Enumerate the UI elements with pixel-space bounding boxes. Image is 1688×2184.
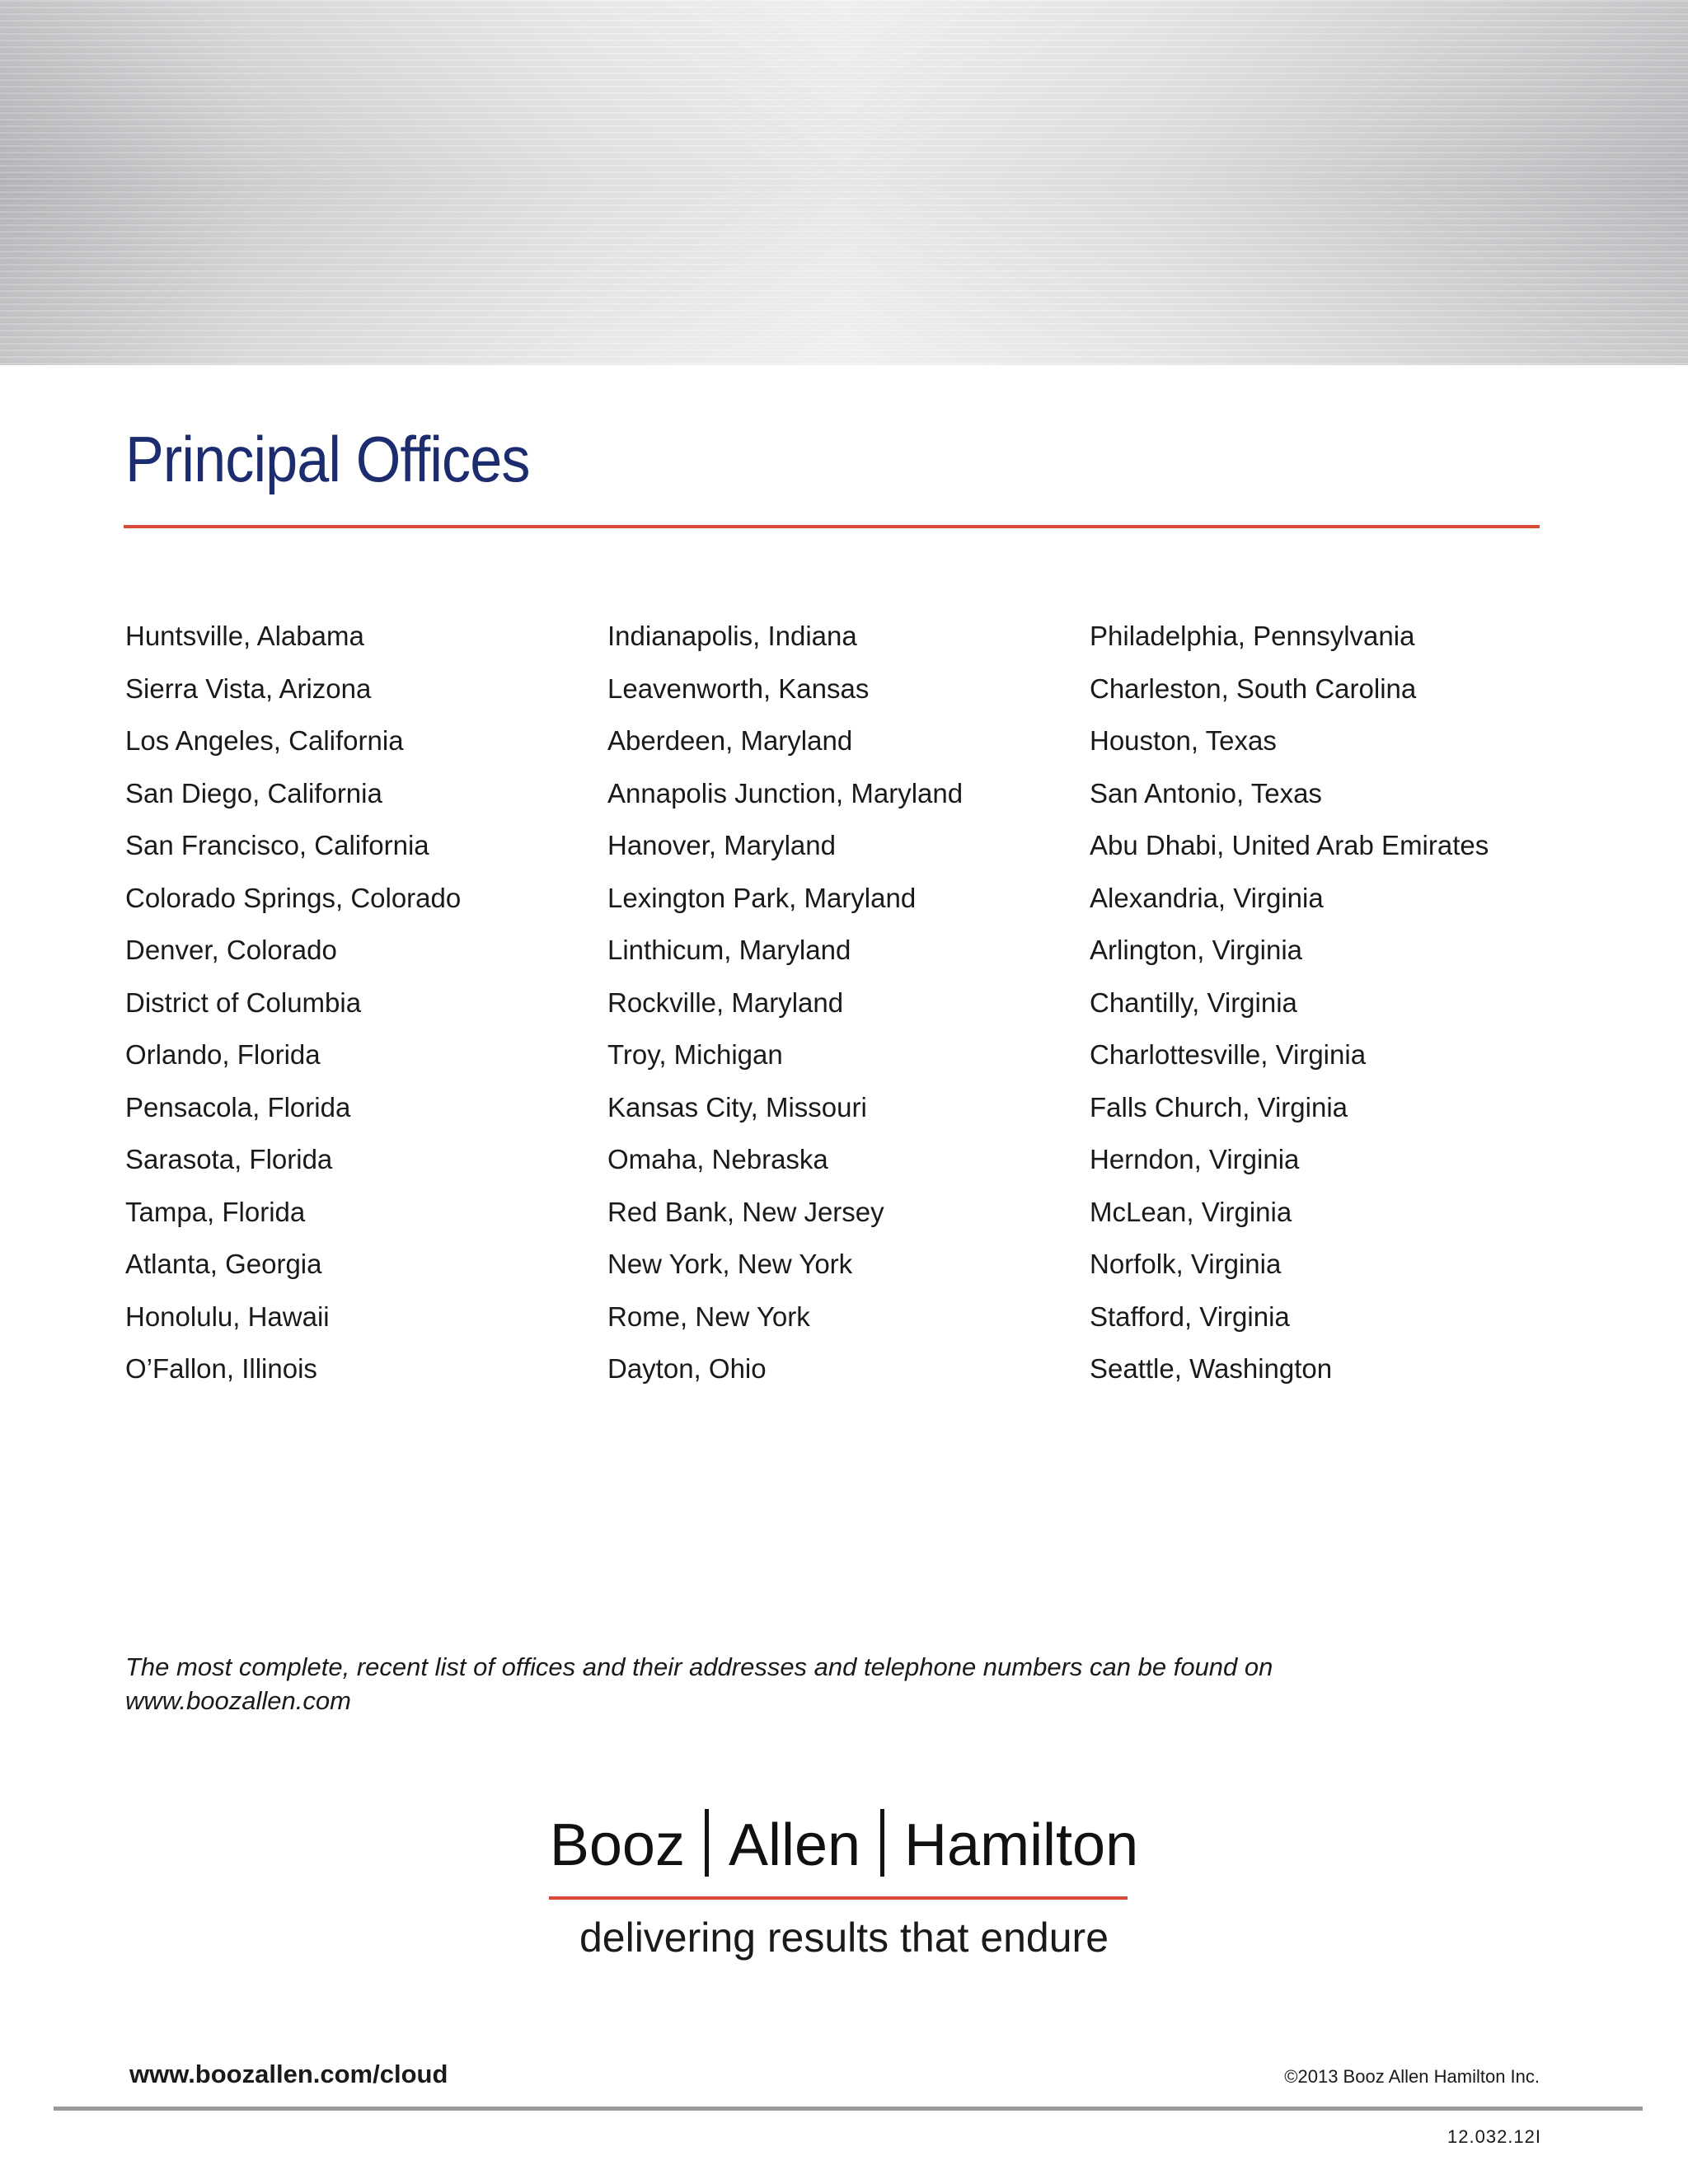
- office-item: Pensacola, Florida: [125, 1091, 351, 1122]
- office-item: San Antonio, Texas: [1090, 777, 1322, 808]
- office-item: Rome, New York: [607, 1301, 810, 1332]
- office-list-note: The most complete, recent list of offices and their addresses and telephone numbers can be found on www.boozallen.com: [125, 1652, 1273, 1715]
- office-item: Honolulu, Hawaii: [125, 1301, 330, 1332]
- footer-divider: [54, 2107, 1643, 2111]
- logo-tagline: delivering results that endure: [579, 1915, 1109, 1961]
- office-list-column-2: [607, 610, 963, 1395]
- office-item: Indianapolis, Indiana: [607, 621, 857, 651]
- office-item: Rockville, Maryland: [607, 987, 844, 1018]
- logo-word-hamilton: Hamilton: [904, 1812, 1139, 1878]
- office-item: Kansas City, Missouri: [607, 1091, 867, 1122]
- office-item: Colorado Springs, Colorado: [125, 882, 462, 913]
- office-item: San Francisco, California: [125, 830, 429, 860]
- title-divider: [124, 525, 1540, 528]
- office-item: Atlanta, Georgia: [125, 1249, 322, 1279]
- office-item: O’Fallon, Illinois: [125, 1353, 317, 1384]
- office-item: District of Columbia: [125, 987, 362, 1018]
- logo-separator: [705, 1809, 709, 1877]
- office-item: Stafford, Virginia: [1090, 1301, 1290, 1332]
- office-item: Linthicum, Maryland: [607, 935, 851, 965]
- footer-url-link[interactable]: www.boozallen.com/cloud: [129, 2060, 448, 2088]
- office-item: Denver, Colorado: [125, 935, 337, 965]
- copyright-notice: ©2013 Booz Allen Hamilton Inc.: [1284, 2066, 1540, 2087]
- office-item: Tampa, Florida: [125, 1196, 306, 1227]
- office-item: Philadelphia, Pennsylvania: [1090, 621, 1415, 651]
- office-item: Annapolis Junction, Maryland: [607, 777, 964, 808]
- logo-separator: [880, 1809, 884, 1877]
- logo-word-allen: Allen: [728, 1812, 861, 1878]
- office-item: Abu Dhabi, United Arab Emirates: [1090, 830, 1489, 860]
- brushed-metal-banner: [0, 0, 1688, 365]
- company-logo: [0, 1809, 1688, 1879]
- office-item: Arlington, Virginia: [1090, 935, 1303, 965]
- office-item: McLean, Virginia: [1090, 1196, 1292, 1227]
- office-item: Falls Church, Virginia: [1090, 1091, 1348, 1122]
- logo-underline: [549, 1896, 1128, 1900]
- office-item: San Diego, California: [125, 777, 382, 808]
- office-item: Hanover, Maryland: [607, 830, 836, 860]
- office-item: Alexandria, Virginia: [1090, 882, 1324, 913]
- office-item: Aberdeen, Maryland: [607, 725, 853, 756]
- office-item: Sarasota, Florida: [125, 1144, 333, 1174]
- office-item: Houston, Texas: [1090, 725, 1277, 756]
- office-item: Orlando, Florida: [125, 1039, 321, 1070]
- office-item: Troy, Michigan: [607, 1039, 783, 1070]
- office-item: Sierra Vista, Arizona: [125, 673, 372, 704]
- office-item: Omaha, Nebraska: [607, 1144, 828, 1174]
- logo-word-booz: Booz: [549, 1812, 685, 1878]
- office-item: Charleston, South Carolina: [1090, 673, 1417, 704]
- office-item: Dayton, Ohio: [607, 1353, 767, 1384]
- office-item: Huntsville, Alabama: [125, 621, 364, 651]
- office-item: Red Bank, New Jersey: [607, 1196, 884, 1227]
- office-item: Charlottesville, Virginia: [1090, 1039, 1367, 1070]
- office-item: Seattle, Washington: [1090, 1353, 1333, 1384]
- office-item: Herndon, Virginia: [1090, 1144, 1300, 1174]
- page-title: Principal Offices: [125, 423, 530, 495]
- office-item: New York, New York: [607, 1249, 853, 1279]
- office-list-column-3: [1090, 610, 1489, 1395]
- office-item: Leavenworth, Kansas: [607, 673, 870, 704]
- office-item: Norfolk, Virginia: [1090, 1249, 1282, 1279]
- office-item: Lexington Park, Maryland: [607, 882, 917, 913]
- document-code: 12.032.12I: [1447, 2126, 1541, 2147]
- office-item: Chantilly, Virginia: [1090, 987, 1297, 1018]
- office-item: Los Angeles, California: [125, 725, 404, 756]
- office-list-column-1: [125, 610, 461, 1395]
